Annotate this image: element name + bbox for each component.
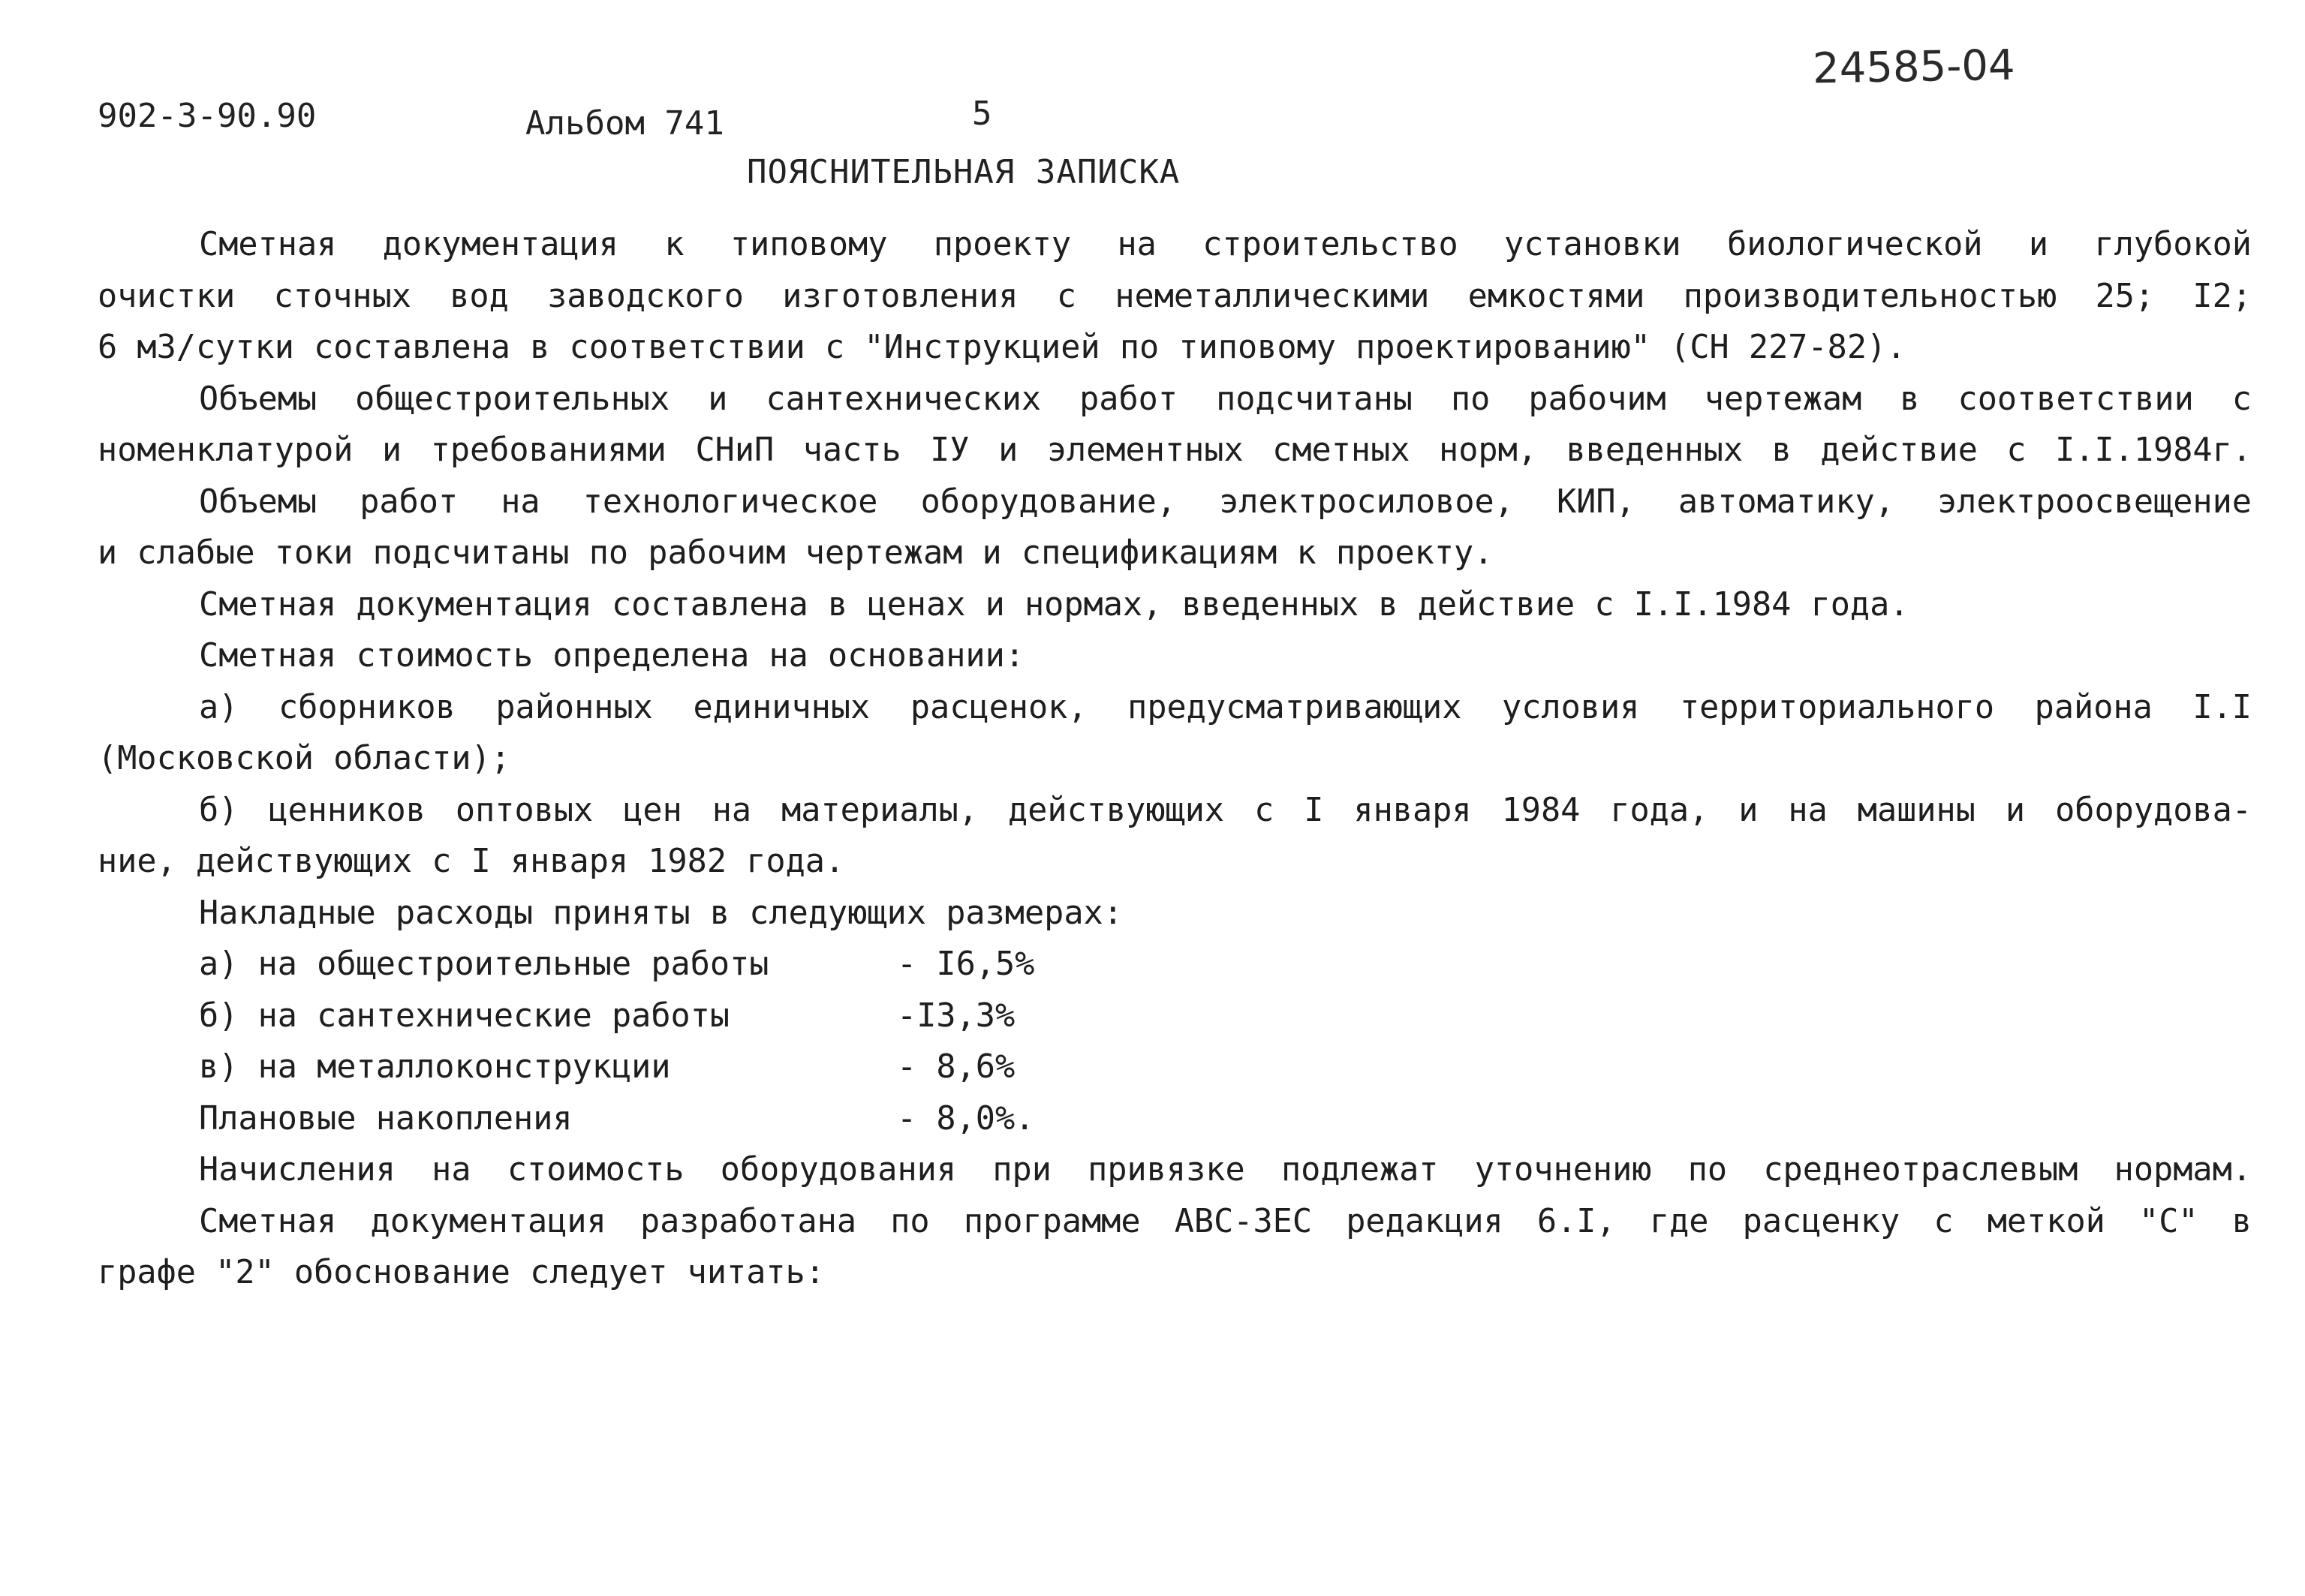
text-line: очистки сточных вод заводского изготовления с неметаллическими емкостями производительностью 25; I2; (98, 277, 2252, 315)
text-line: номенклатурой и требованиями СНиП часть IУ и элементных сметных норм, введенных в действие с I.I.1984г. (98, 431, 2252, 469)
text-line: 6 м3/сутки составлена в соответствии с "Инструкцией по типовому проектированию" (СН 227-82). (98, 329, 1906, 366)
page-number: 5 (972, 95, 992, 133)
text-line: Объемы общестроительных и сантехнических работ подсчитаны по рабочим чертежам в соответствии с (199, 380, 2252, 418)
album-number: Альбом 741 (525, 104, 724, 143)
text-line: Накладные расходы приняты в следующих размерах: (199, 894, 1123, 932)
text-line: графе "2" обоснование следует читать: (98, 1254, 826, 1291)
overhead-label: Плановые накопления (199, 1099, 573, 1138)
overhead-row (98, 1041, 2252, 1093)
overhead-value: - 8,0%. (897, 1099, 1035, 1138)
text-line: ние, действующих с I января 1982 года. (98, 843, 845, 880)
text-line: Сметная документация разработана по программе АВС-3ЕС редакция 6.I, где расценку с меткой "С" в (199, 1202, 2252, 1240)
overhead-row (98, 939, 2252, 990)
overhead-value: - I6,5% (897, 945, 1035, 983)
overhead-row (98, 1093, 2252, 1145)
text-line: Сметная стоимость определена на основании: (199, 637, 1025, 675)
overhead-value: -I3,3% (897, 996, 1016, 1035)
text-line: б) ценников оптовых цен на материалы, действующих с I января 1984 года, и на машины и оборудова- (199, 791, 2252, 829)
overhead-label: а) на общестроительные работы (199, 945, 769, 983)
text-line: Начисления на стоимость оборудования при привязке подлежат уточнению по среднеотраслевым нормам. (199, 1151, 2252, 1189)
handwritten-stamp-number: 24585-04 (1812, 41, 2016, 94)
overhead-label: б) на сантехнические работы (199, 996, 730, 1035)
overhead-value: - 8,6% (897, 1048, 1016, 1086)
page-title: ПОЯСНИТЕЛЬНАЯ ЗАПИСКА (747, 153, 1181, 191)
document-code: 902-3-90.90 (98, 97, 317, 135)
overhead-row (98, 990, 2252, 1042)
overhead-label: в) на металлоконструкции (199, 1048, 671, 1086)
text-line: и слабые токи подсчитаны по рабочим чертежам и спецификациям к проекту. (98, 534, 1494, 572)
text-line: а) сборников районных единичных расценок, предусматривающих условия территориального района I.I (199, 688, 2252, 726)
text-line: Объемы работ на технологическое оборудование, электросиловое, КИП, автоматику, электроосвещение (199, 482, 2252, 521)
text-line: Сметная документация к типовому проекту на строительство установки биологической и глубокой (199, 226, 2252, 263)
text-line: Сметная документация составлена в ценах и нормах, введенных в действие с I.I.1984 года. (199, 585, 1909, 624)
text-line: (Московской области); (98, 740, 510, 777)
document-body (98, 219, 2252, 1299)
